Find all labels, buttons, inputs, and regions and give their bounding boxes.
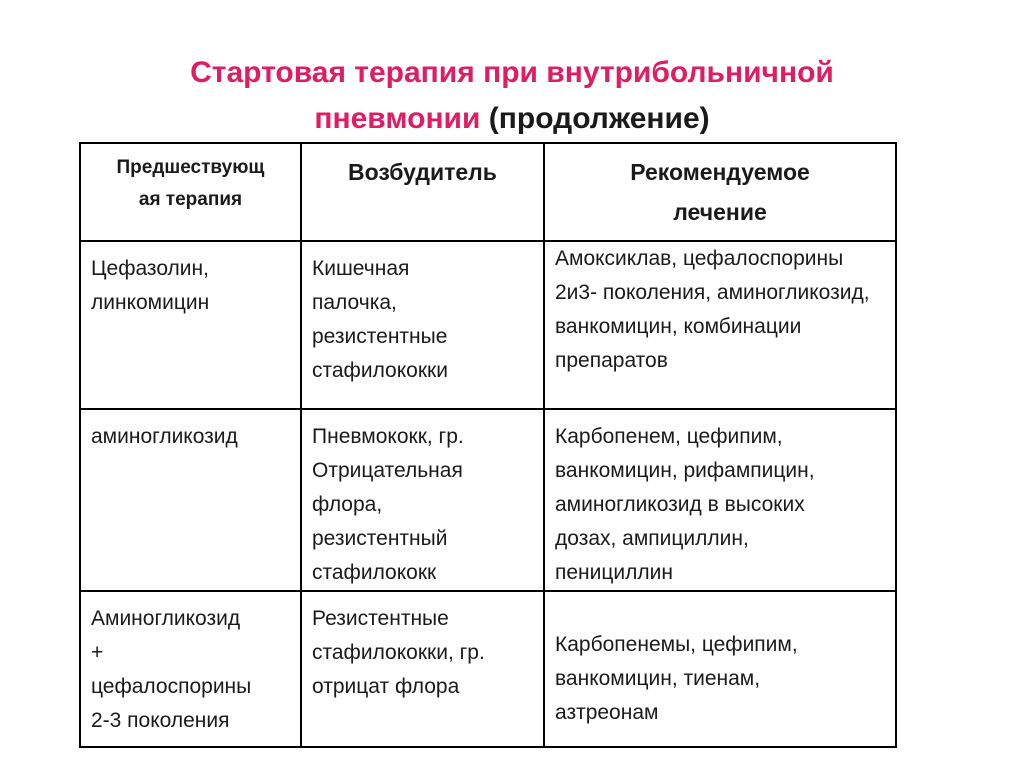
- header-prior-line: Предшествующ: [116, 157, 265, 178]
- header-prior-therapy: [80, 143, 301, 241]
- cell-line: флора,: [312, 493, 383, 516]
- therapy-table: [79, 142, 897, 748]
- cell-line: стафилококки, гр.: [312, 641, 485, 664]
- cell-line: Карбопенемы, цефипим,: [555, 633, 798, 656]
- table-row: [80, 591, 896, 747]
- cell-line: Амоксиклав, цефалоспорины: [555, 247, 844, 270]
- cell-line: Пневмококк, гр.: [312, 425, 464, 448]
- cell-line: отрицат флора: [312, 675, 460, 698]
- cell-line: Отрицательная: [312, 459, 463, 482]
- cell-line: резистентный: [312, 527, 448, 550]
- header-treatment-line: лечение: [673, 199, 767, 225]
- cell-prior-therapy: [80, 409, 301, 591]
- cell-line: Цефазолин,: [91, 257, 209, 280]
- table-row: [80, 241, 896, 409]
- cell-pathogen: [301, 591, 544, 747]
- table-row: [80, 409, 896, 591]
- cell-line: азтреонам: [555, 701, 659, 724]
- table-header-row: [80, 143, 896, 241]
- cell-line: цефалоспорины: [91, 675, 252, 698]
- cell-line: линкомицин: [91, 291, 210, 314]
- cell-prior-therapy: [80, 591, 301, 747]
- header-pathogen-line: Возбудитель: [348, 159, 497, 185]
- cell-line: пенициллин: [555, 561, 673, 584]
- cell-line: препаратов: [555, 349, 668, 372]
- cell-line: дозах, ампициллин,: [555, 527, 749, 550]
- cell-line: 2-3 поколения: [91, 709, 230, 732]
- cell-line: Резистентные: [312, 607, 449, 630]
- header-pathogen: [301, 143, 544, 241]
- cell-treatment: [544, 591, 896, 747]
- cell-treatment: [544, 241, 896, 409]
- title-line-2-pink: пневмонии: [314, 102, 481, 135]
- cell-line: Карбопенем, цефипим,: [555, 425, 783, 448]
- cell-pathogen: [301, 409, 544, 591]
- cell-line: ванкомицин, тиенам,: [555, 667, 761, 690]
- cell-line: аминогликозид в высоких: [555, 493, 805, 516]
- cell-line: ванкомицин, рифампицин,: [555, 459, 815, 482]
- cell-line: ванкомицин, комбинации: [555, 315, 802, 338]
- slide-title: [60, 50, 964, 142]
- cell-line: Кишечная: [312, 257, 410, 280]
- header-prior-line: ая терапия: [138, 189, 243, 210]
- cell-line: 2и3- поколения, аминогликозид,: [555, 281, 870, 304]
- header-treatment-line: Рекомендуемое: [630, 159, 810, 185]
- cell-line: резистентные: [312, 325, 448, 348]
- header-treatment: [544, 143, 896, 241]
- cell-line: аминогликозид: [91, 425, 238, 448]
- title-line-1: Стартовая терапия при внутрибольничной: [190, 56, 834, 89]
- cell-line: Аминогликозид: [91, 607, 241, 630]
- cell-prior-therapy: [80, 241, 301, 409]
- cell-pathogen: [301, 241, 544, 409]
- cell-line: +: [91, 641, 104, 664]
- cell-line: стафилококк: [312, 561, 437, 584]
- cell-line: палочка,: [312, 291, 397, 314]
- cell-line: стафилококки: [312, 359, 448, 382]
- title-line-2-dark: (продолжение): [488, 102, 710, 135]
- cell-treatment: [544, 409, 896, 591]
